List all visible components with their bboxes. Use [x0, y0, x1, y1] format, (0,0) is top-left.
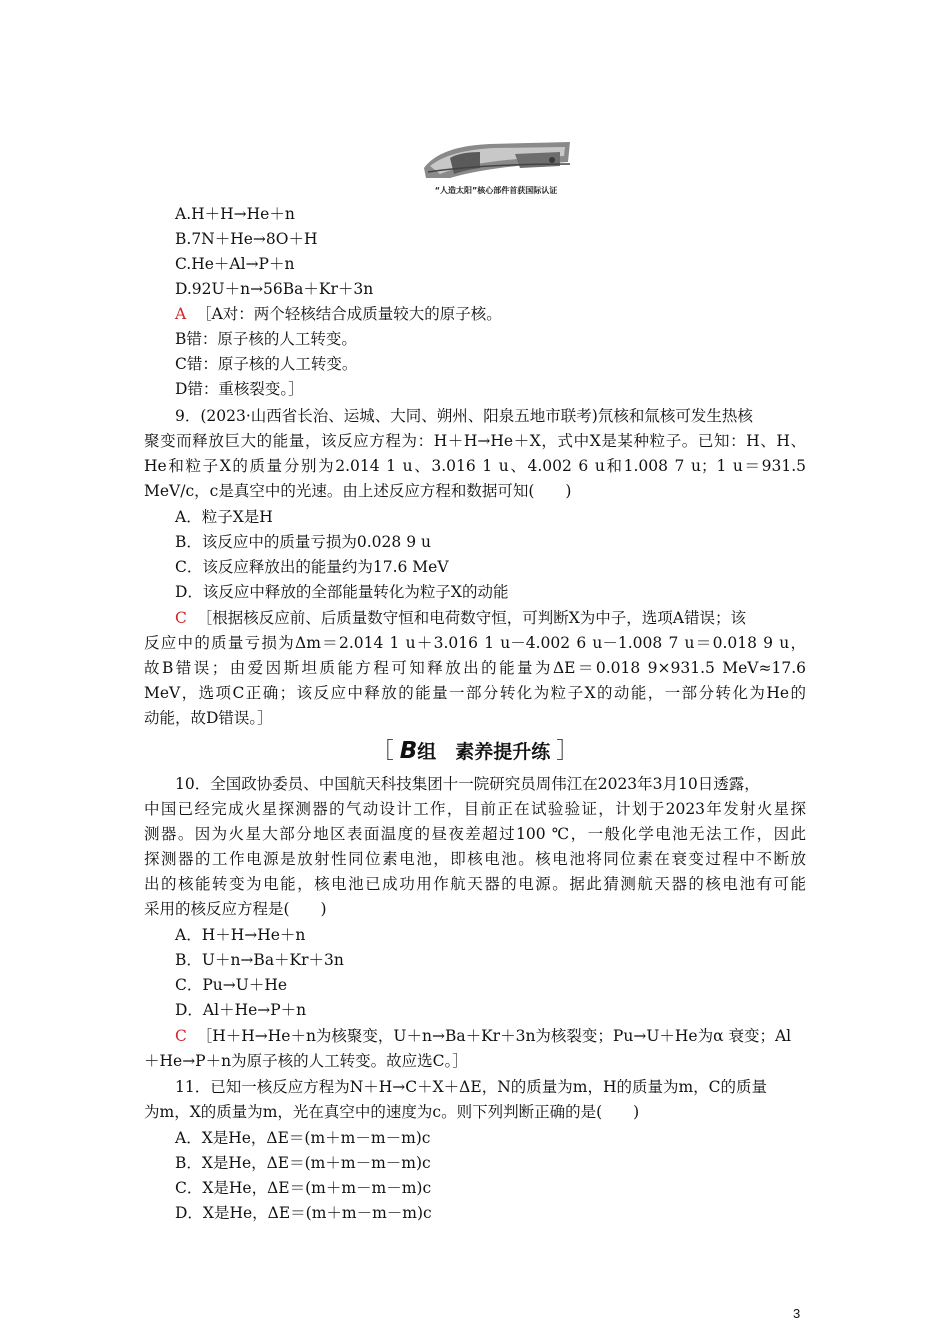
q10-stem-line: 探测器的工作电源是放射性同位素电池，即核电池。核电池将同位素在衰变过程中不断放: [144, 850, 806, 868]
q9-answer-line: MeV，选项C正确；该反应中释放的能量一部分转化为粒子X的动能，一部分转化为He的: [144, 684, 806, 702]
q11-option-b: B．X是He，ΔE＝(m＋m－m－m)c: [175, 1154, 431, 1172]
figure-caption: “人造太阳”核心部件首获国际认证: [434, 186, 558, 195]
section-bracket-close: ］: [556, 739, 579, 764]
q8-explain-d: D错：重核裂变。］: [175, 380, 304, 398]
q9-answer-line: 故B错误；由爱因斯坦质能方程可知释放出的能量为ΔE＝0.018 9×931.5 MeV≈17.6: [144, 659, 806, 677]
q9-answer-letter: C: [175, 609, 187, 627]
q10-answer-line: ＋He→P＋n为原子核的人工转变。故应选C。］: [144, 1052, 468, 1070]
q8-answer: [175, 304, 502, 324]
q9-option-d: D．该反应中释放的全部能量转化为粒子X的动能: [175, 583, 509, 601]
q11-option-d: D．X是He，ΔE＝(m＋m－m－m)c: [175, 1204, 432, 1222]
q8-option-c: C.He＋Al→P＋n: [175, 255, 295, 273]
q10-option-d: D．Al＋He→P＋n: [175, 1001, 307, 1019]
q9-answer-line: 动能，故D错误。］: [144, 709, 273, 727]
q10-stem-line: 测器。因为火星大部分地区表面温度的昼夜差超过100 ℃，一般化学电池无法工作，因此: [144, 825, 806, 843]
q8-option-b: B.7N＋He→8O＋H: [175, 230, 318, 248]
q8-option-a: A.H＋H→He＋n: [175, 205, 295, 223]
section-bracket-open: ［: [371, 739, 394, 764]
q10-answer: [175, 1026, 791, 1046]
figure: [420, 138, 572, 200]
q10-stem-line: 10．全国政协委员、中国航天科技集团十一院研究员周伟江在2023年3月10日透露，: [175, 775, 760, 793]
q10-stem-line: 出的核能转变为电能，核电池已成功用作航天器的电源。据此猜测航天器的核电池有可能: [144, 875, 806, 893]
q10-stem-line: 采用的核反应方程是( ): [144, 900, 327, 918]
section-title: 组 素养提升练: [417, 741, 551, 763]
q9-option-c: C．该反应释放出的能量约为17.6 MeV: [175, 558, 449, 576]
q9-stem-line: He和粒子X的质量分别为2.014 1 u、3.016 1 u、4.002 6 u和1.008 7 u；1 u＝931.5: [144, 457, 806, 475]
q9-option-a: A．粒子X是H: [175, 508, 273, 526]
section-letter: B: [399, 738, 418, 764]
q8-explain-c: C错：原子核的人工转变。: [175, 355, 358, 373]
q9-stem-line: 9．(2023·山西省长治、运城、大同、朔州、阳泉五地市联考)氘核和氚核可发生热核: [175, 407, 753, 425]
q9-option-b: B．该反应中的质量亏损为0.028 9 u: [175, 533, 431, 551]
q10-answer-letter: C: [175, 1027, 187, 1045]
page-number: 3: [793, 1306, 801, 1321]
reactor-photo: [420, 138, 572, 182]
q10-answer-line: ［H＋H→He＋n为核聚变，U＋n→Ba＋Kr＋3n为核裂变；Pu→U＋He为α 衰变；Al: [196, 1027, 792, 1045]
q9-answer-line: ［根据核反应前、后质量数守恒和电荷数守恒，可判断X为中子，选项A错误；该: [196, 609, 746, 627]
q9-answer-line: 反应中的质量亏损为Δm＝2.014 1 u＋3.016 1 u－4.002 6 u－1.008 7 u＝0.018 9 u，: [144, 634, 806, 652]
q10-option-c: C．Pu→U＋He: [175, 976, 288, 994]
q8-explain-b: B错：原子核的人工转变。: [175, 330, 357, 348]
q10-option-b: B．U＋n→Ba＋Kr＋3n: [175, 951, 344, 969]
q10-stem-line: 中国已经完成火星探测器的气动设计工作，目前正在试验验证，计划于2023年发射火星探: [144, 800, 806, 818]
q8-option-d: D.92U＋n→56Ba＋Kr＋3n: [175, 280, 374, 298]
q11-stem-line: 为m，X的质量为m，光在真空中的速度为c。则下列判断正确的是( ): [144, 1103, 640, 1121]
q9-stem-line: 聚变而释放巨大的能量，该反应方程为：H＋H→He＋X，式中X是某种粒子。已知：H、H、: [144, 432, 806, 450]
q9-stem-line: MeV/c，c是真空中的光速。由上述反应方程和数据可知( ): [144, 482, 572, 500]
q11-stem-line: 11．已知一核反应方程为N＋H→C＋X＋ΔE，N的质量为m，H的质量为m，C的质量: [175, 1078, 768, 1096]
q8-answer-text: ［A对：两个轻核结合成质量较大的原子核。: [196, 305, 502, 323]
q9-answer: [175, 608, 746, 628]
q10-option-a: A．H＋H→He＋n: [175, 926, 306, 944]
q11-option-c: C．X是He，ΔE＝(m＋m－m－m)c: [175, 1179, 432, 1197]
q11-option-a: A．X是He，ΔE＝(m＋m－m－m)c: [175, 1129, 431, 1147]
section-header: [0, 738, 950, 765]
q8-answer-letter: A: [175, 305, 187, 323]
